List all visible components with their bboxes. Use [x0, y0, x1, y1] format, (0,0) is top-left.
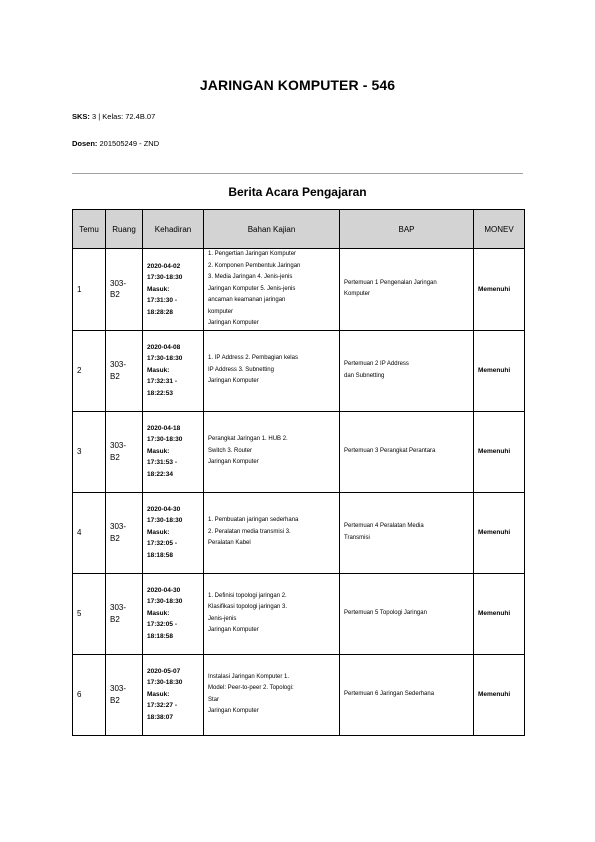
kehadiran-cell-line: Masuk:: [147, 447, 170, 455]
kehadiran-cell-line: Masuk:: [147, 690, 170, 698]
kehadiran-cell-line: 18:22:34: [147, 470, 174, 478]
table-header-row: [73, 210, 525, 249]
kehadiran-cell-line: 17:30-18:30: [147, 274, 183, 281]
ruang-cell-line: B2: [110, 614, 120, 624]
ruang-cell-line: 303-: [110, 522, 127, 531]
monev-cell: Memenuhi: [474, 330, 525, 411]
ruang-cell-line: 303-: [110, 360, 127, 369]
kehadiran-cell-line: 17:32:31 -: [147, 378, 177, 386]
kehadiran-cell: [143, 573, 204, 654]
kehadiran-cell-line: 17:31:53 -: [147, 459, 177, 467]
kehadiran-cell-line: 18:18:58: [147, 632, 174, 640]
kehadiran-cell-line: 17:30-18:30: [147, 598, 183, 606]
kehadiran-cell-line: 17:30-18:30: [147, 436, 183, 444]
bahan-kajian-cell-line: Model: Peer-to-peer 2. Topologi:: [208, 685, 294, 691]
bap-cell: [340, 330, 474, 411]
kehadiran-cell-line: 18:22:53: [147, 389, 174, 397]
bahan-kajian-cell-line: 1. Pengertian Jaringan Komputer: [208, 251, 297, 257]
column-header-kehadiran: Kehadiran: [143, 210, 204, 249]
ruang-cell: [106, 411, 143, 492]
bap-cell: [340, 492, 474, 573]
kehadiran-cell-line: Masuk:: [147, 366, 170, 374]
bahan-kajian-cell: [204, 654, 340, 735]
ruang-cell-line: 303-: [110, 441, 127, 450]
dosen-label: Dosen:: [72, 139, 98, 148]
bahan-kajian-cell-line: 2. Komponen Pembentuk Jaringan: [208, 262, 301, 269]
temu-cell: 5: [73, 573, 106, 654]
bap-cell-line: Komputer: [344, 291, 371, 298]
ruang-cell-line: 303-: [110, 278, 127, 288]
kehadiran-cell-line: Masuk:: [147, 609, 170, 617]
temu-cell: 4: [73, 492, 106, 573]
kehadiran-cell-line: 17:30-18:30: [147, 679, 183, 687]
bahan-kajian-cell-line: Jaringan Komputer: [208, 627, 259, 633]
monev-cell: Memenuhi: [474, 492, 525, 573]
bahan-kajian-cell-line: Jaringan Komputer: [208, 378, 259, 385]
ruang-cell-line: B2: [110, 533, 120, 543]
bap-cell: [340, 249, 474, 331]
kehadiran-cell: [143, 330, 204, 411]
bap-table: [72, 209, 525, 736]
bahan-kajian-cell-line: IP Address 3. Subnetting: [208, 366, 274, 373]
bap-cell-line: Pertemuan 3 Perangkat Perantara: [344, 447, 436, 454]
bahan-kajian-cell-line: Jaringan Komputer: [208, 459, 259, 466]
temu-cell: 3: [73, 411, 106, 492]
kehadiran-cell: [143, 654, 204, 735]
bahan-kajian-cell-line: 2. Peralatan media transmisi 3.: [208, 528, 291, 535]
kehadiran-cell-line: 18:28:28: [147, 308, 174, 316]
bahan-kajian-cell-line: Switch 3. Router: [208, 447, 253, 454]
ruang-cell-line: B2: [110, 371, 120, 381]
divider: [72, 173, 523, 174]
table-row: [73, 492, 525, 573]
monev-cell: Memenuhi: [474, 411, 525, 492]
column-header-temu: Temu: [73, 210, 106, 249]
kehadiran-cell-line: 17:32:05 -: [147, 540, 177, 548]
bap-cell: [340, 654, 474, 735]
kehadiran-cell-line: 18:38:07: [147, 713, 174, 721]
bahan-kajian-cell-line: Jaringan Komputer 5. Jenis-jenis: [208, 285, 296, 292]
kehadiran-cell-line: 18:18:58: [147, 551, 174, 559]
temu-cell: 1: [73, 249, 106, 331]
ruang-cell: [106, 249, 143, 331]
ruang-cell: [106, 573, 143, 654]
bap-cell-line: Pertemuan 5 Topologi Jaringan: [344, 609, 427, 616]
bahan-kajian-cell-line: 1. IP Address 2. Pembagian kelas: [208, 355, 298, 362]
sks-info: [72, 112, 155, 121]
column-header-ruang: Ruang: [106, 210, 143, 249]
bap-cell-line: dan Subnetting: [344, 372, 385, 379]
bap-cell-line: Pertemuan 4 Peralatan Media: [344, 523, 424, 529]
bahan-kajian-cell-line: 1. Definisi topologi jaringan 2.: [208, 592, 287, 599]
section-title: Berita Acara Pengajaran: [228, 185, 367, 199]
bahan-kajian-cell-line: Instalasi Jaringan Komputer 1.: [208, 673, 290, 680]
bahan-kajian-cell-line: ancaman keamanan jaringan: [208, 297, 286, 303]
kehadiran-cell-line: 2020-04-18: [147, 424, 181, 432]
table-row: [73, 249, 525, 331]
ruang-cell: [106, 654, 143, 735]
kehadiran-cell-line: Masuk:: [147, 285, 170, 293]
kehadiran-cell-line: 2020-04-02: [147, 262, 181, 270]
column-header-bahan-kajian: Bahan Kajian: [204, 210, 340, 249]
bahan-kajian-cell-line: Jaringan Komputer: [208, 320, 259, 326]
bahan-kajian-cell: [204, 573, 340, 654]
kehadiran-cell-line: 17:32:05 -: [147, 621, 177, 629]
kehadiran-cell: [143, 411, 204, 492]
bahan-kajian-cell: [204, 249, 340, 331]
kehadiran-cell-line: 17:31:30 -: [147, 297, 177, 304]
column-header-bap: BAP: [340, 210, 474, 249]
temu-cell: 2: [73, 330, 106, 411]
kehadiran-cell-line: 2020-05-07: [147, 667, 181, 675]
sks-value: 3 | Kelas: 72.4B.07: [92, 112, 156, 121]
column-header-monev: MONEV: [474, 210, 525, 249]
kehadiran-cell: [143, 492, 204, 573]
bahan-kajian-cell-line: Jaringan Komputer: [208, 708, 259, 714]
ruang-cell-line: B2: [110, 452, 120, 462]
monev-cell: Memenuhi: [474, 573, 525, 654]
table-body: [73, 249, 525, 736]
kehadiran-cell-line: 17:30-18:30: [147, 355, 183, 363]
table-row: [73, 411, 525, 492]
bap-cell-line: Pertemuan 6 Jaringan Sederhana: [344, 690, 435, 697]
bap-cell-line: Pertemuan 2 IP Address: [344, 361, 409, 367]
monev-cell: Memenuhi: [474, 654, 525, 735]
bap-cell: [340, 411, 474, 492]
bahan-kajian-cell-line: Perangkat Jaringan 1. HUB 2.: [208, 436, 288, 443]
bahan-kajian-cell: [204, 330, 340, 411]
sks-label: SKS:: [72, 112, 90, 121]
kehadiran-cell-line: 2020-04-08: [147, 343, 181, 351]
kehadiran-cell: [143, 249, 204, 331]
bahan-kajian-cell-line: Star: [208, 696, 220, 703]
bahan-kajian-cell-line: komputer: [208, 308, 234, 315]
kehadiran-cell-line: 2020-04-30: [147, 505, 181, 513]
table-row: [73, 654, 525, 735]
bahan-kajian-cell-line: 1. Pembuatan jaringan sederhana: [208, 517, 299, 524]
ruang-cell: [106, 492, 143, 573]
temu-cell: 6: [73, 654, 106, 735]
bap-cell-line: Transmisi: [344, 534, 370, 541]
bap-cell-line: Pertemuan 1 Pengenalan Jaringan: [344, 279, 437, 286]
monev-cell: Memenuhi: [474, 249, 525, 331]
bahan-kajian-cell-line: Klasifikasi topologi jaringan 3.: [208, 604, 288, 610]
ruang-cell-line: 303-: [110, 603, 127, 612]
dosen-info: [72, 139, 159, 148]
bahan-kajian-cell-line: Jenis-jenis: [208, 615, 237, 622]
kehadiran-cell-line: Masuk:: [147, 528, 170, 536]
kehadiran-cell-line: 2020-04-30: [147, 586, 181, 594]
kehadiran-cell-line: 17:30-18:30: [147, 517, 183, 525]
table-row: [73, 330, 525, 411]
bahan-kajian-cell: [204, 411, 340, 492]
bahan-kajian-cell: [204, 492, 340, 573]
bap-cell: [340, 573, 474, 654]
ruang-cell-line: B2: [110, 695, 120, 705]
table-row: [73, 573, 525, 654]
ruang-cell-line: B2: [110, 290, 120, 300]
ruang-cell-line: 303-: [110, 684, 127, 693]
ruang-cell: [106, 330, 143, 411]
kehadiran-cell-line: 17:32:27 -: [147, 702, 177, 710]
bahan-kajian-cell-line: Peralatan Kabel: [208, 540, 251, 547]
dosen-value: 201505249 - ZND: [99, 139, 160, 148]
page-title: JARINGAN KOMPUTER - 546: [199, 77, 396, 93]
bahan-kajian-cell-line: 3. Media Jaringan 4. Jenis-jenis: [208, 274, 293, 280]
